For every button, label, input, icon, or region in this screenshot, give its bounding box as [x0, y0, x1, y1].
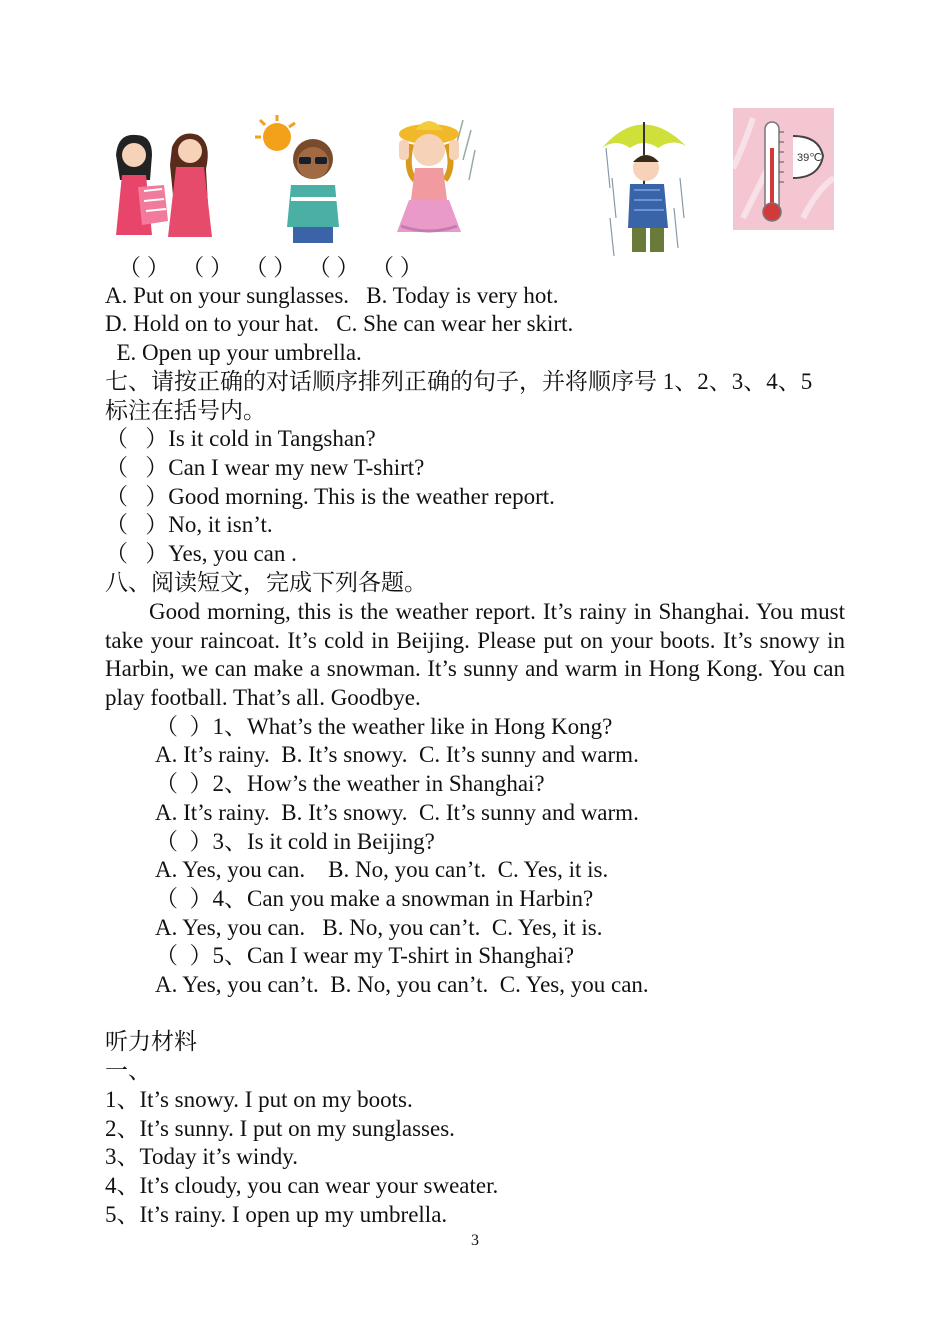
option-line: D. Hold on to your hat. C. She can wear her skirt.	[105, 311, 574, 336]
ordering-item: （ ）Yes, you can .	[105, 541, 297, 566]
listening-item: 1、It’s snowy. I put on my boots.	[105, 1087, 413, 1112]
ordering-item: （ ）Is it cold in Tangshan?	[105, 426, 376, 451]
question-options: A. Yes, you can’t. B. No, you can’t. C. Yes, you can.	[155, 972, 649, 997]
page-number: 3	[471, 1232, 479, 1249]
question-options: A. It’s rainy. B. It’s snowy. C. It’s sunny and warm.	[155, 800, 639, 825]
question: （ ）2、How’s the weather in Shanghai?	[155, 771, 545, 796]
ordering-item: （ ）Can I wear my new T-shirt?	[105, 455, 425, 480]
listening-title: 听力材料	[105, 1029, 197, 1054]
question: （ ）4、Can you make a snowman in Harbin?	[155, 886, 594, 911]
question: （ ）1、What’s the weather like in Hong Kong?	[155, 714, 613, 739]
boy-sunglasses-sun-picture	[255, 115, 355, 245]
listening-part: 一、	[105, 1058, 151, 1083]
question-options: A. Yes, you can. B. No, you can’t. C. Yes, it is.	[155, 915, 603, 940]
girl-holding-hat-wind-picture	[385, 110, 480, 245]
section7-title-line2: 标注在括号内。	[105, 398, 266, 423]
section7-title-line1: 七、请按正确的对话顺序排列正确的句子，并将顺序号 1、2、3、4、5	[105, 369, 813, 394]
thermometer-label: 39℃	[797, 152, 822, 164]
section8-title: 八、阅读短文，完成下列各题。	[105, 570, 427, 595]
option-line: A. Put on your sunglasses. B. Today is very hot.	[105, 283, 559, 308]
question: （ ）5、Can I wear my T-shirt in Shanghai?	[155, 943, 575, 968]
ordering-item: （ ）Good morning. This is the weather report.	[105, 484, 555, 509]
thermometer-39c-picture	[733, 108, 834, 230]
question-options: A. Yes, you can. B. No, you can’t. C. Yes, it is.	[155, 857, 609, 882]
listening-item: 3、Today it’s windy.	[105, 1144, 299, 1169]
ordering-item: （ ）No, it isn’t.	[105, 512, 273, 537]
listening-item: 2、It’s sunny. I put on my sunglasses.	[105, 1116, 455, 1141]
question-options: A. It’s rainy. B. It’s snowy. C. It’s sunny and warm.	[155, 742, 639, 767]
girls-with-skirts-picture	[108, 125, 218, 243]
boy-umbrella-rain-picture	[600, 108, 690, 258]
picture-answer-brackets: （ ） （ ） （ ） （ ） （ ）	[118, 255, 423, 280]
reading-passage: Good morning, this is the weather report. It’s rainy in Shanghai. You must take your raincoat. It’s cold in Beijing. Please put on your boots. It’s snowy in Harbin, we can make a snowman. It’s sunny and warm in Hong Kong. You can play football. That’s all. Goodbye.	[105, 599, 845, 710]
listening-item: 5、It’s rainy. I open up my umbrella.	[105, 1202, 448, 1227]
option-line: E. Open up your umbrella.	[105, 340, 362, 365]
listening-item: 4、It’s cloudy, you can wear your sweater.	[105, 1173, 499, 1198]
question: （ ）3、Is it cold in Beijing?	[155, 829, 435, 854]
